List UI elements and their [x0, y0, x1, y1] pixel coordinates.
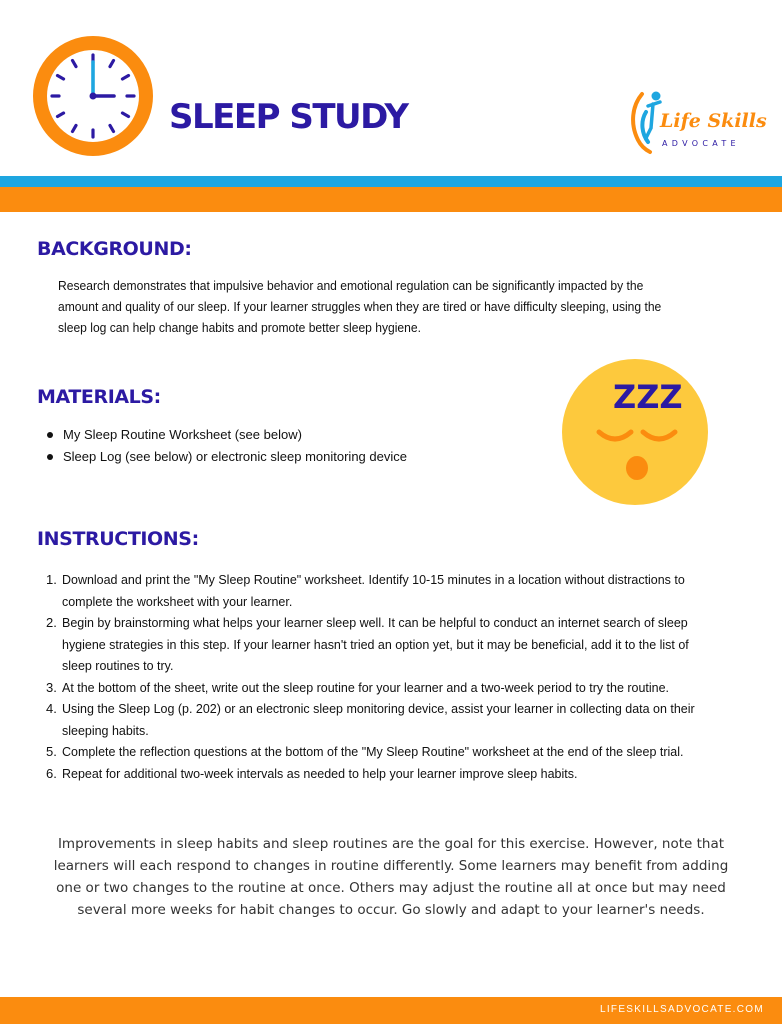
background-text: Research demonstrates that impulsive behavior and emotional regulation can be significantly impacted by the amount and quality of our sleep. If your learner struggles when they are tired or have difficulty sleeping, using the sleep log can help change habits and promote better sleep hygiene. — [58, 278, 662, 335]
materials-heading: MATERIALS: — [37, 386, 161, 408]
clock-icon — [32, 35, 154, 157]
instructions-heading: INSTRUCTIONS: — [37, 528, 199, 550]
page-title: SLEEP STUDY — [169, 97, 408, 137]
list-item: Sleep Log (see below) or electronic sleep monitoring device — [45, 446, 407, 468]
instructions-list — [46, 569, 736, 784]
list-item: 4. Using the Sleep Log (p. 202) or an electronic sleep monitoring device, assist your learner in collecting data on their sleeping habits. — [46, 701, 695, 738]
header-stripe-orange — [0, 187, 782, 212]
list-item: 5. Complete the reflection questions at the bottom of the "My Sleep Routine" worksheet at the end of the sleep trial. — [46, 744, 684, 759]
header-stripe-blue — [0, 176, 782, 187]
list-item: 2. Begin by brainstorming what helps your learner sleep well. It can be helpful to conduct an internet search of sleep hygiene strategies in this step. If your learner hasn't tried an option yet, but it may be beneficial, add it to the list of sleep routines to try. — [46, 615, 689, 673]
list-item: 3. At the bottom of the sheet, write out the sleep routine for your learner and a two-week period to try the routine. — [46, 679, 670, 695]
footer-url-link[interactable]: LIFESKILLSADVOCATE.COM — [599, 1004, 764, 1015]
list-item: 6. Repeat for additional two-week intervals as needed to help your learner improve sleep habits. — [46, 765, 578, 781]
list-item: My Sleep Routine Worksheet (see below) — [45, 424, 407, 446]
list-item: 1. Download and print the "My Sleep Routine" worksheet. Identify 10-15 minutes in a location without distractions to complete the worksheet with your learner. — [46, 572, 685, 609]
logo-text: Life Skills — [660, 110, 767, 132]
closing-paragraph: Improvements in sleep habits and sleep routines are the goal for this exercise. However, note that learners will each respond to changes in routine differently. Some learners may benefit from adding one or two changes to the routine at once. Others may adjust the routine all at once but may need several more weeks for habit changes to occur. Go slowly and adapt to your learner's needs. — [53, 836, 729, 918]
sleeping-face-icon — [561, 358, 713, 506]
materials-list — [45, 424, 407, 468]
footer-bar — [0, 997, 782, 1024]
logo-subtext: ADVOCATE — [662, 139, 740, 148]
background-heading: BACKGROUND: — [37, 238, 192, 260]
life-skills-advocate-logo — [626, 84, 767, 160]
zzz-label: ZZZ — [613, 378, 683, 416]
